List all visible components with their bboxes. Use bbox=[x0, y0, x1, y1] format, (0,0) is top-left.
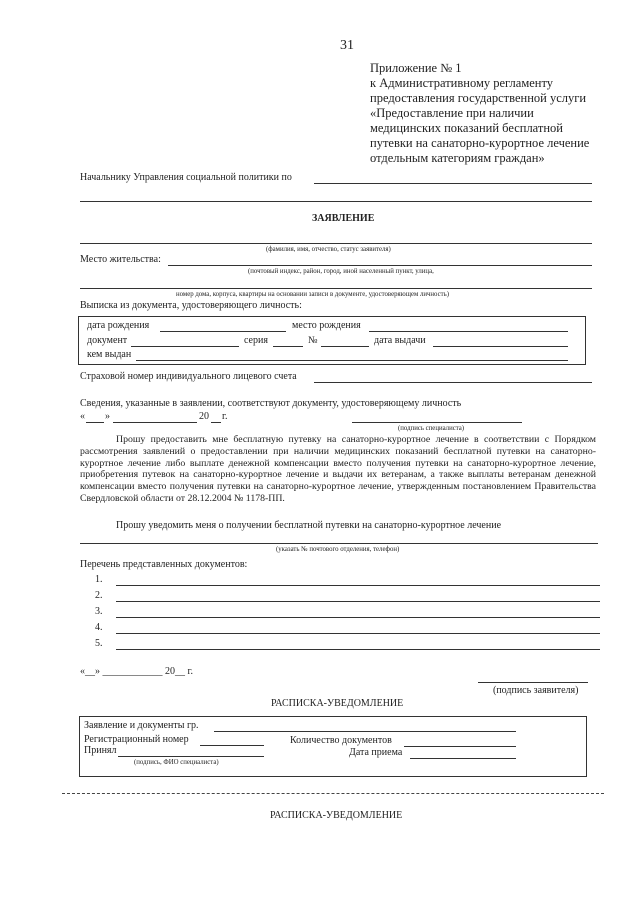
address-hint-2: номер дома, корпуса, квартиры на основании записи в документе, удостоверяющем личность) bbox=[176, 291, 449, 298]
residence-field-2[interactable] bbox=[80, 288, 592, 289]
appendix-line: Приложение № 1 bbox=[370, 61, 462, 75]
doc-item-field[interactable] bbox=[116, 601, 600, 602]
pob-label: место рождения bbox=[292, 320, 361, 331]
date-open-quote: « bbox=[80, 411, 85, 422]
specialist-sign-hint: (подпись специалиста) bbox=[398, 425, 465, 432]
appendix-line: к Административному регламенту bbox=[370, 76, 554, 90]
applicant-sign-hint: (подпись заявителя) bbox=[493, 685, 579, 696]
appendix-heading bbox=[370, 61, 589, 166]
postal-hint: (указать № почтового отделения, телефон) bbox=[276, 546, 400, 553]
year-suffix: г. bbox=[222, 411, 228, 422]
doc-number: 2. bbox=[95, 590, 103, 601]
month-field[interactable] bbox=[113, 422, 197, 423]
doc-field[interactable] bbox=[131, 346, 239, 347]
appendix-line: отдельным категориям граждан» bbox=[370, 151, 545, 165]
doc-number: 4. bbox=[95, 622, 103, 633]
residence-label: Место жительства: bbox=[80, 254, 161, 265]
addressee-field[interactable] bbox=[314, 183, 592, 184]
verification-text: Сведения, указанные в заявлении, соответствуют документу, удостоверяющему личность bbox=[80, 398, 462, 409]
received-field[interactable] bbox=[118, 756, 264, 757]
series-label: серия bbox=[244, 335, 268, 346]
accepted-from-field[interactable] bbox=[214, 731, 516, 732]
issued-by-field[interactable] bbox=[136, 360, 568, 361]
receipt-title: РАСПИСКА-УВЕДОМЛЕНИЕ bbox=[271, 698, 404, 709]
addressee-field-2[interactable] bbox=[80, 201, 592, 202]
appendix-line: путевки на санаторно-курортное лечение bbox=[370, 136, 590, 150]
doc-number: 1. bbox=[95, 574, 103, 585]
year-field[interactable] bbox=[211, 422, 221, 423]
cut-line bbox=[62, 793, 604, 794]
page-number: 31 bbox=[340, 38, 354, 53]
postal-field[interactable] bbox=[80, 543, 598, 544]
specialist-sign-field[interactable] bbox=[352, 422, 522, 423]
receipt-title-2: РАСПИСКА-УВЕДОМЛЕНИЕ bbox=[270, 810, 403, 821]
appendix-line: «Предоставление при наличии bbox=[370, 106, 534, 120]
statement-title: ЗАЯВЛЕНИЕ bbox=[312, 213, 375, 224]
applicant-sign-field[interactable] bbox=[478, 682, 588, 683]
receipt-date-label: Дата приема bbox=[349, 747, 403, 758]
specialist-fio-hint: (подпись, ФИО специалиста) bbox=[134, 759, 219, 766]
addressee-label: Начальнику Управления социальной политики по bbox=[80, 172, 292, 183]
series-field[interactable] bbox=[273, 346, 303, 347]
fio-field[interactable] bbox=[80, 243, 592, 244]
doc-item-field[interactable] bbox=[116, 649, 600, 650]
received-label: Принял bbox=[84, 745, 117, 756]
doc-count-field[interactable] bbox=[404, 746, 516, 747]
year-prefix: 20 bbox=[199, 411, 209, 422]
fio-hint: (фамилия, имя, отчество, статус заявителя) bbox=[266, 246, 391, 253]
accepted-from-label: Заявление и документы гр. bbox=[84, 720, 199, 731]
address-hint-1: (почтовый индекс, район, город, иной населенный пункт, улица, bbox=[248, 268, 434, 275]
doc-item-field[interactable] bbox=[116, 585, 600, 586]
date-close-quote: » bbox=[105, 411, 110, 422]
receipt-date-field[interactable] bbox=[410, 758, 516, 759]
number-field[interactable] bbox=[321, 346, 369, 347]
extract-label: Выписка из документа, удостоверяющего личность: bbox=[80, 300, 302, 311]
reg-number-label: Регистрационный номер bbox=[84, 734, 189, 745]
dob-label: дата рождения bbox=[87, 320, 150, 331]
doc-item-field[interactable] bbox=[116, 617, 600, 618]
issue-date-label: дата выдачи bbox=[374, 335, 426, 346]
reg-number-field[interactable] bbox=[200, 745, 264, 746]
docs-list-label: Перечень представленных документов: bbox=[80, 559, 248, 570]
issue-date-field[interactable] bbox=[433, 346, 568, 347]
snils-field[interactable] bbox=[314, 382, 592, 383]
doc-count-label: Количество документов bbox=[290, 735, 392, 746]
issued-by-label: кем выдан bbox=[87, 349, 132, 360]
residence-field[interactable] bbox=[168, 265, 592, 266]
pob-field[interactable] bbox=[369, 331, 568, 332]
appendix-line: предоставления государственной услуги bbox=[370, 91, 587, 105]
notify-text: Прошу уведомить меня о получении бесплатной путевки на санаторно-курортное лечение bbox=[116, 520, 502, 531]
doc-number: 5. bbox=[95, 638, 103, 649]
doc-label: документ bbox=[87, 335, 128, 346]
doc-number: 3. bbox=[95, 606, 103, 617]
doc-item-field[interactable] bbox=[116, 633, 600, 634]
day-field[interactable] bbox=[86, 422, 104, 423]
application-date: «__» ____________ 20__ г. bbox=[80, 666, 193, 677]
snils-label: Страховой номер индивидуального лицевого счета bbox=[80, 371, 297, 382]
appendix-line: медицинских показаний бесплатной bbox=[370, 121, 563, 135]
number-label: № bbox=[308, 335, 318, 346]
request-paragraph: Прошу предоставить мне бесплатную путевку на санаторно-курортное лечение в соответствии с Порядком рассмотрения заявлений о предоставлении при наличии медицинских показаний бесплатной путевки на санаторно-курортное лечение либо выплате денежной компенсации вместо получения путевки на санаторно-курортное лечение, приобретения путевок на санаторно-курортное лечение и выдачи их ветеранам, а также выплаты ветеранам денежной компенсации вместо получения путевки на санаторно-курортное лечение, утвержденным постановлением Правительства Свердловской области от 28.12.2004 № 1178-ПП. bbox=[80, 434, 596, 504]
dob-field[interactable] bbox=[160, 331, 286, 332]
